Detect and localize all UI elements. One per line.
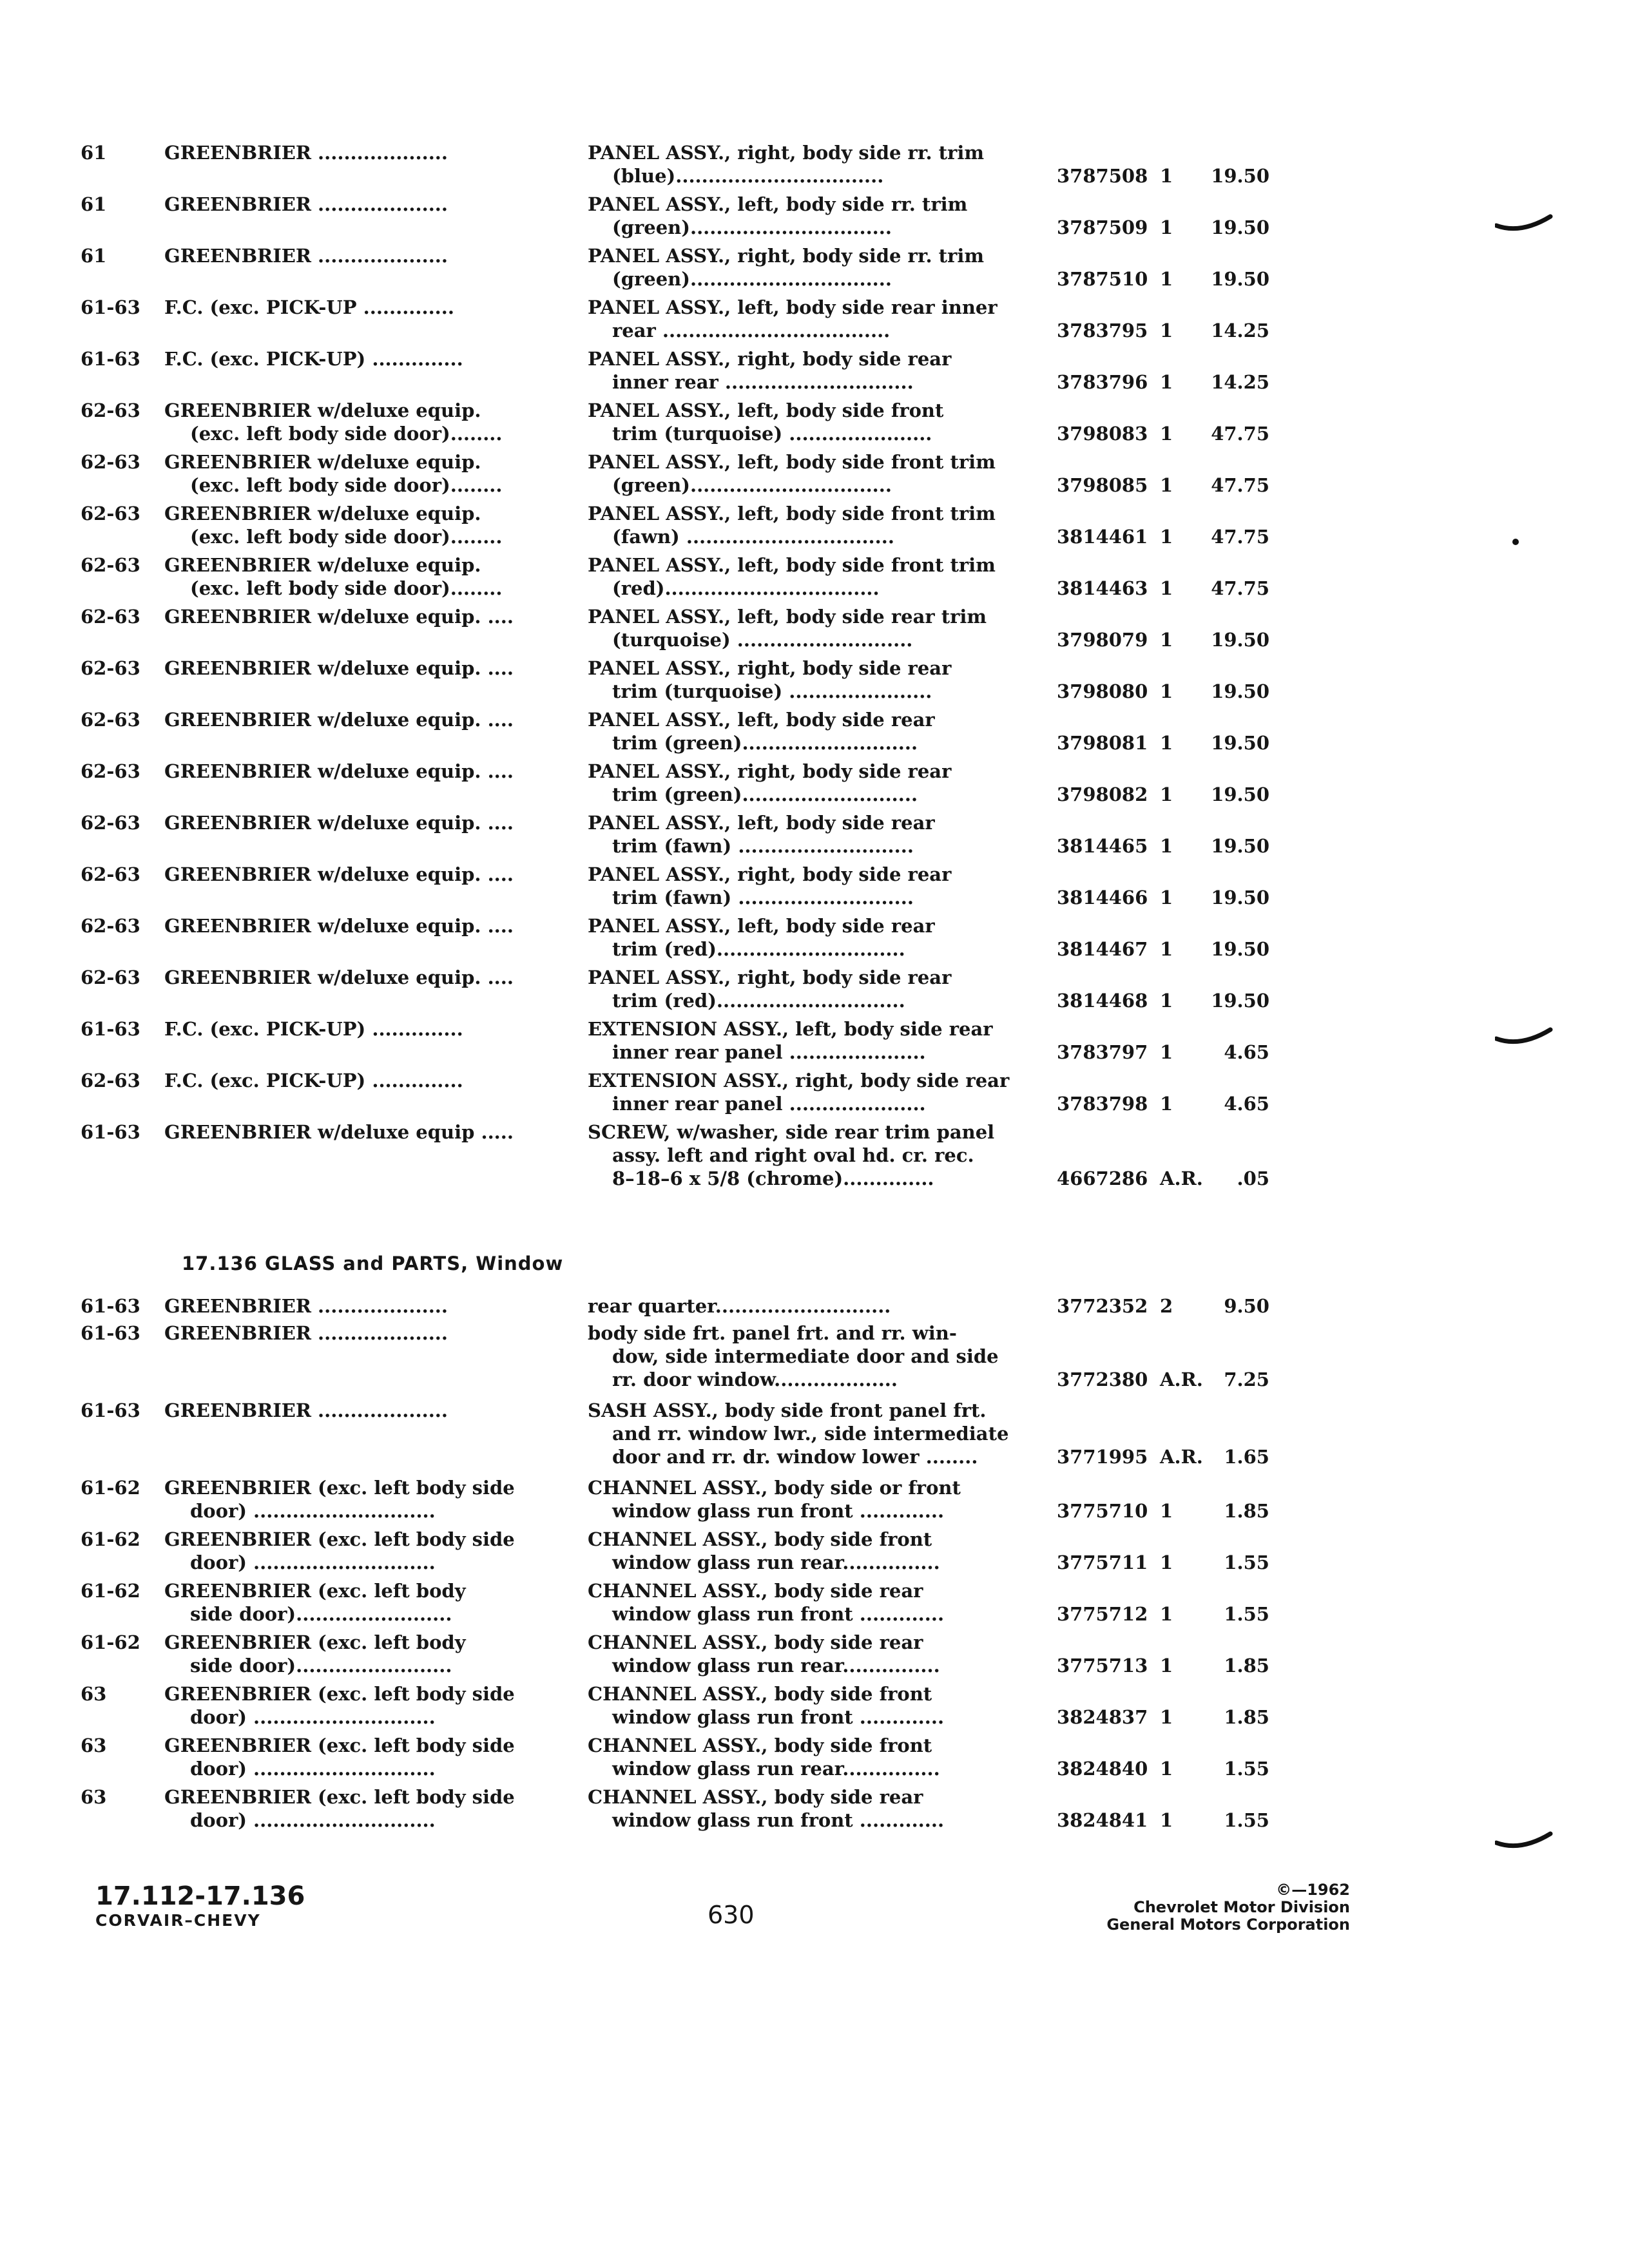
description-text: EXTENSION ASSY., right, body side rear bbox=[588, 1070, 1010, 1091]
model-year: 63 bbox=[81, 1786, 107, 1808]
part-number: 3814461 bbox=[1057, 526, 1148, 548]
price: 9.50 bbox=[1224, 1295, 1269, 1317]
description-text: SCREW, w/washer, side rear trim panel bbox=[588, 1121, 995, 1143]
quantity: 1 bbox=[1160, 474, 1173, 496]
price: 19.50 bbox=[1211, 629, 1269, 651]
model-year: 61 bbox=[81, 245, 107, 267]
page-number: 630 bbox=[708, 1901, 755, 1929]
scan-mark-icon bbox=[1495, 1830, 1553, 1856]
price: 1.55 bbox=[1224, 1552, 1269, 1573]
description-text: PANEL ASSY., right, body side rear bbox=[588, 348, 952, 370]
model-text: GREENBRIER w/deluxe equip. bbox=[164, 503, 481, 524]
description-text: window glass run front ............. bbox=[612, 1500, 945, 1522]
description-text: SASH ASSY., body side front panel frt. bbox=[588, 1399, 987, 1421]
description-text: PANEL ASSY., right, body side rear bbox=[588, 966, 952, 988]
quantity: 1 bbox=[1160, 1552, 1173, 1573]
part-number: 3814466 bbox=[1057, 887, 1148, 908]
price: 1.85 bbox=[1224, 1500, 1269, 1522]
model-year: 62-63 bbox=[81, 915, 140, 937]
model-year: 62-63 bbox=[81, 966, 140, 988]
part-number: 3787508 bbox=[1057, 165, 1148, 187]
model-year: 61 bbox=[81, 193, 107, 215]
price: 19.50 bbox=[1211, 268, 1269, 290]
description-text: CHANNEL ASSY., body side rear bbox=[588, 1580, 923, 1602]
description-text: PANEL ASSY., left, body side rear bbox=[588, 812, 935, 834]
description-text: window glass run front ............. bbox=[612, 1809, 945, 1831]
model-text: GREENBRIER (exc. left body side bbox=[164, 1735, 515, 1756]
model-year: 62-63 bbox=[81, 554, 140, 576]
price: 19.50 bbox=[1211, 887, 1269, 908]
price: 19.50 bbox=[1211, 165, 1269, 187]
description-text: trim (fawn) ........................... bbox=[612, 835, 914, 857]
model-year: 62-63 bbox=[81, 657, 140, 679]
copyright-line: General Motors Corporation bbox=[1106, 1916, 1350, 1934]
quantity: 1 bbox=[1160, 165, 1173, 187]
description-text: PANEL ASSY., left, body side front trim bbox=[588, 451, 996, 473]
description-text: inner rear ............................. bbox=[612, 371, 914, 393]
part-number: 3775710 bbox=[1057, 1500, 1148, 1522]
model-text: GREENBRIER (exc. left body side bbox=[164, 1477, 515, 1499]
price: 1.65 bbox=[1224, 1446, 1269, 1468]
model-text: GREENBRIER w/deluxe equip. .... bbox=[164, 915, 514, 937]
description-text: trim (turquoise) ...................... bbox=[612, 680, 932, 702]
model-text: (exc. left body side door)........ bbox=[190, 526, 503, 548]
part-number: 3814467 bbox=[1057, 938, 1148, 960]
copyright-line: ©—1962 bbox=[1276, 1881, 1350, 1899]
scan-mark-icon bbox=[1495, 1026, 1553, 1052]
description-text: PANEL ASSY., left, body side rear bbox=[588, 709, 935, 731]
part-number: 3798080 bbox=[1057, 680, 1148, 702]
part-number: 3775712 bbox=[1057, 1603, 1148, 1625]
model-text: GREENBRIER (exc. left body side bbox=[164, 1786, 515, 1808]
quantity: 1 bbox=[1160, 1603, 1173, 1625]
model-text: GREENBRIER w/deluxe equip. bbox=[164, 554, 481, 576]
part-number: 3798079 bbox=[1057, 629, 1148, 651]
model-text: side door)........................ bbox=[190, 1655, 452, 1677]
description-text: (red)................................. bbox=[612, 577, 880, 599]
description-text: CHANNEL ASSY., body side rear bbox=[588, 1786, 923, 1808]
quantity: A.R. bbox=[1160, 1168, 1203, 1189]
model-text: F.C. (exc. PICK-UP) .............. bbox=[164, 1070, 463, 1091]
part-number: 3798083 bbox=[1057, 423, 1148, 445]
model-year: 62-63 bbox=[81, 760, 140, 782]
model-year: 61-62 bbox=[81, 1477, 140, 1499]
description-text: PANEL ASSY., left, body side rear inner bbox=[588, 296, 998, 318]
part-number: 3783797 bbox=[1057, 1041, 1148, 1063]
description-text: (green)............................... bbox=[612, 474, 892, 496]
scan-mark-icon bbox=[1495, 213, 1553, 238]
description-text: window glass run rear............... bbox=[612, 1758, 940, 1780]
description-text: window glass run front ............. bbox=[612, 1706, 945, 1728]
model-year: 61-63 bbox=[81, 1018, 140, 1040]
description-text: PANEL ASSY., left, body side front bbox=[588, 399, 944, 421]
model-year: 61-62 bbox=[81, 1580, 140, 1602]
description-text: rr. door window................... bbox=[612, 1369, 898, 1390]
model-text: (exc. left body side door)........ bbox=[190, 423, 503, 445]
quantity: 1 bbox=[1160, 526, 1173, 548]
price: 4.65 bbox=[1224, 1041, 1269, 1063]
description-text: PANEL ASSY., left, body side front trim bbox=[588, 554, 996, 576]
description-text: assy. left and right oval hd. cr. rec. bbox=[612, 1144, 974, 1166]
model-text: GREENBRIER .................... bbox=[164, 1322, 448, 1344]
model-year: 62-63 bbox=[81, 399, 140, 421]
description-text: trim (green)........................... bbox=[612, 783, 918, 805]
description-text: PANEL ASSY., right, body side rr. trim bbox=[588, 142, 985, 164]
part-number: 3814468 bbox=[1057, 990, 1148, 1012]
quantity: 1 bbox=[1160, 1809, 1173, 1831]
description-text: trim (turquoise) ...................... bbox=[612, 423, 932, 445]
part-number: 3772352 bbox=[1057, 1295, 1148, 1317]
description-text: inner rear panel ..................... bbox=[612, 1041, 926, 1063]
quantity: 1 bbox=[1160, 1093, 1173, 1115]
price: 47.75 bbox=[1211, 526, 1269, 548]
quantity: 1 bbox=[1160, 1758, 1173, 1780]
model-year: 61-63 bbox=[81, 1399, 140, 1421]
part-number: 3783798 bbox=[1057, 1093, 1148, 1115]
description-text: CHANNEL ASSY., body side front bbox=[588, 1735, 932, 1756]
model-text: GREENBRIER w/deluxe equip. .... bbox=[164, 760, 514, 782]
quantity: 1 bbox=[1160, 423, 1173, 445]
model-year: 63 bbox=[81, 1735, 107, 1756]
description-text: (blue)................................ bbox=[612, 165, 884, 187]
quantity: 1 bbox=[1160, 990, 1173, 1012]
part-number: 3798081 bbox=[1057, 732, 1148, 754]
description-text: (fawn) ................................ bbox=[612, 526, 894, 548]
price: 7.25 bbox=[1224, 1369, 1269, 1390]
price: 1.55 bbox=[1224, 1758, 1269, 1780]
model-text: F.C. (exc. PICK-UP .............. bbox=[164, 296, 454, 318]
price: 1.55 bbox=[1224, 1603, 1269, 1625]
quantity: 1 bbox=[1160, 1655, 1173, 1677]
quantity: 1 bbox=[1160, 1041, 1173, 1063]
part-number: 3783795 bbox=[1057, 320, 1148, 341]
model-year: 62-63 bbox=[81, 503, 140, 524]
model-text: GREENBRIER w/deluxe equip ..... bbox=[164, 1121, 514, 1143]
price: 14.25 bbox=[1211, 320, 1269, 341]
copyright-line: Chevrolet Motor Division bbox=[1133, 1898, 1350, 1916]
price: 19.50 bbox=[1211, 680, 1269, 702]
model-text: GREENBRIER .................... bbox=[164, 245, 448, 267]
price: 1.85 bbox=[1224, 1655, 1269, 1677]
model-year: 61-63 bbox=[81, 1295, 140, 1317]
model-year: 62-63 bbox=[81, 863, 140, 885]
price: 47.75 bbox=[1211, 577, 1269, 599]
description-text: trim (green)........................... bbox=[612, 732, 918, 754]
model-year: 61-63 bbox=[81, 1121, 140, 1143]
quantity: 1 bbox=[1160, 320, 1173, 341]
part-number: 3787509 bbox=[1057, 216, 1148, 238]
description-text: rear ................................... bbox=[612, 320, 891, 341]
part-number: 3824840 bbox=[1057, 1758, 1148, 1780]
footer-section-code bbox=[95, 1881, 305, 1930]
model-year: 61-62 bbox=[81, 1528, 140, 1550]
description-text: PANEL ASSY., left, body side rear bbox=[588, 915, 935, 937]
model-text: GREENBRIER (exc. left body bbox=[164, 1580, 466, 1602]
part-number: 3783796 bbox=[1057, 371, 1148, 393]
model-year: 62-63 bbox=[81, 1070, 140, 1091]
model-year: 61 bbox=[81, 142, 107, 164]
price: 19.50 bbox=[1211, 732, 1269, 754]
description-text: dow, side intermediate door and side bbox=[612, 1345, 999, 1367]
section-title: 17.136 GLASS and PARTS, Window bbox=[182, 1253, 564, 1274]
description-text: PANEL ASSY., right, body side rear bbox=[588, 657, 952, 679]
model-text: GREENBRIER .................... bbox=[164, 193, 448, 215]
description-text: (green)............................... bbox=[612, 268, 892, 290]
model-text: GREENBRIER .................... bbox=[164, 1399, 448, 1421]
quantity: 1 bbox=[1160, 371, 1173, 393]
description-text: window glass run rear............... bbox=[612, 1552, 940, 1573]
price: 19.50 bbox=[1211, 835, 1269, 857]
description-text: and rr. window lwr., side intermediate bbox=[612, 1423, 1009, 1445]
description-text: trim (red)............................. bbox=[612, 990, 905, 1012]
quantity: A.R. bbox=[1160, 1369, 1203, 1390]
model-year: 61-63 bbox=[81, 348, 140, 370]
copyright-notice bbox=[1031, 1881, 1350, 1934]
quantity: 1 bbox=[1160, 887, 1173, 908]
part-number: 3798082 bbox=[1057, 783, 1148, 805]
part-number: 3775713 bbox=[1057, 1655, 1148, 1677]
price: 19.50 bbox=[1211, 938, 1269, 960]
description-text: (turquoise) ........................... bbox=[612, 629, 913, 651]
price: 14.25 bbox=[1211, 371, 1269, 393]
part-number: 3814465 bbox=[1057, 835, 1148, 857]
quantity: 1 bbox=[1160, 1706, 1173, 1728]
quantity: A.R. bbox=[1160, 1446, 1203, 1468]
quantity: 1 bbox=[1160, 732, 1173, 754]
description-text: PANEL ASSY., right, body side rear bbox=[588, 760, 952, 782]
description-text: window glass run rear............... bbox=[612, 1655, 940, 1677]
price: 1.55 bbox=[1224, 1809, 1269, 1831]
description-text: PANEL ASSY., left, body side front trim bbox=[588, 503, 996, 524]
part-number: 3824841 bbox=[1057, 1809, 1148, 1831]
description-text: PANEL ASSY., right, body side rr. trim bbox=[588, 245, 985, 267]
description-text: PANEL ASSY., right, body side rear bbox=[588, 863, 952, 885]
model-text: door) ............................ bbox=[190, 1552, 436, 1573]
description-text: 8–18–6 x 5/8 (chrome).............. bbox=[612, 1168, 934, 1189]
model-text: GREENBRIER w/deluxe equip. .... bbox=[164, 606, 514, 628]
part-number: 3772380 bbox=[1057, 1369, 1148, 1390]
description-text: PANEL ASSY., left, body side rr. trim bbox=[588, 193, 968, 215]
price: 19.50 bbox=[1211, 216, 1269, 238]
model-year: 62-63 bbox=[81, 812, 140, 834]
price: .05 bbox=[1237, 1168, 1269, 1189]
model-text: GREENBRIER w/deluxe equip. bbox=[164, 399, 481, 421]
price: 4.65 bbox=[1224, 1093, 1269, 1115]
model-year: 62-63 bbox=[81, 451, 140, 473]
model-year: 61-62 bbox=[81, 1631, 140, 1653]
description-text: CHANNEL ASSY., body side rear bbox=[588, 1631, 923, 1653]
model-year: 63 bbox=[81, 1683, 107, 1705]
model-text: door) ............................ bbox=[190, 1758, 436, 1780]
model-text: GREENBRIER w/deluxe equip. .... bbox=[164, 863, 514, 885]
model-text: GREENBRIER .................... bbox=[164, 142, 448, 164]
price: 47.75 bbox=[1211, 423, 1269, 445]
model-text: door) ............................ bbox=[190, 1500, 436, 1522]
part-number: 3814463 bbox=[1057, 577, 1148, 599]
quantity: 2 bbox=[1160, 1295, 1173, 1317]
quantity: 1 bbox=[1160, 783, 1173, 805]
model-text: side door)........................ bbox=[190, 1603, 452, 1625]
model-text: GREENBRIER w/deluxe equip. .... bbox=[164, 709, 514, 731]
quantity: 1 bbox=[1160, 938, 1173, 960]
model-year: 61-63 bbox=[81, 296, 140, 318]
quantity: 1 bbox=[1160, 577, 1173, 599]
model-text: GREENBRIER (exc. left body side bbox=[164, 1683, 515, 1705]
quantity: 1 bbox=[1160, 268, 1173, 290]
model-text: door) ............................ bbox=[190, 1809, 436, 1831]
model-text: GREENBRIER w/deluxe equip. bbox=[164, 451, 481, 473]
quantity: 1 bbox=[1160, 680, 1173, 702]
section-code: 17.112-17.136 bbox=[95, 1881, 305, 1911]
part-number: 3787510 bbox=[1057, 268, 1148, 290]
price: 19.50 bbox=[1211, 783, 1269, 805]
part-number: 3798085 bbox=[1057, 474, 1148, 496]
description-text: door and rr. dr. window lower ........ bbox=[612, 1446, 978, 1468]
description-text: CHANNEL ASSY., body side front bbox=[588, 1528, 932, 1550]
price: 1.85 bbox=[1224, 1706, 1269, 1728]
model-text: GREENBRIER w/deluxe equip. .... bbox=[164, 966, 514, 988]
model-text: GREENBRIER .................... bbox=[164, 1295, 448, 1317]
model-text: GREENBRIER w/deluxe equip. .... bbox=[164, 657, 514, 679]
model-text: GREENBRIER (exc. left body side bbox=[164, 1528, 515, 1550]
description-text: rear quarter........................... bbox=[588, 1295, 891, 1317]
model-year: 61-63 bbox=[81, 1322, 140, 1344]
scan-dot-icon bbox=[1511, 537, 1520, 546]
description-text: PANEL ASSY., left, body side rear trim bbox=[588, 606, 987, 628]
model-text: door) ............................ bbox=[190, 1706, 436, 1728]
description-text: window glass run front ............. bbox=[612, 1603, 945, 1625]
catalog-subtitle: CORVAIR–CHEVY bbox=[95, 1911, 261, 1930]
model-text: F.C. (exc. PICK-UP) .............. bbox=[164, 1018, 463, 1040]
part-number: 3775711 bbox=[1057, 1552, 1148, 1573]
price: 47.75 bbox=[1211, 474, 1269, 496]
model-year: 62-63 bbox=[81, 606, 140, 628]
description-text: (green)............................... bbox=[612, 216, 892, 238]
price: 19.50 bbox=[1211, 990, 1269, 1012]
model-text: F.C. (exc. PICK-UP) .............. bbox=[164, 348, 463, 370]
part-number: 3771995 bbox=[1057, 1446, 1148, 1468]
description-text: EXTENSION ASSY., left, body side rear bbox=[588, 1018, 993, 1040]
model-text: (exc. left body side door)........ bbox=[190, 577, 503, 599]
description-text: trim (red)............................. bbox=[612, 938, 905, 960]
quantity: 1 bbox=[1160, 835, 1173, 857]
description-text: trim (fawn) ........................... bbox=[612, 887, 914, 908]
model-text: (exc. left body side door)........ bbox=[190, 474, 503, 496]
model-year: 62-63 bbox=[81, 709, 140, 731]
quantity: 1 bbox=[1160, 1500, 1173, 1522]
part-number: 4667286 bbox=[1057, 1168, 1148, 1189]
description-text: CHANNEL ASSY., body side front bbox=[588, 1683, 932, 1705]
description-text: body side frt. panel frt. and rr. win- bbox=[588, 1322, 957, 1344]
model-text: GREENBRIER (exc. left body bbox=[164, 1631, 466, 1653]
description-text: inner rear panel ..................... bbox=[612, 1093, 926, 1115]
part-number: 3824837 bbox=[1057, 1706, 1148, 1728]
quantity: 1 bbox=[1160, 216, 1173, 238]
model-text: GREENBRIER w/deluxe equip. .... bbox=[164, 812, 514, 834]
quantity: 1 bbox=[1160, 629, 1173, 651]
description-text: CHANNEL ASSY., body side or front bbox=[588, 1477, 961, 1499]
